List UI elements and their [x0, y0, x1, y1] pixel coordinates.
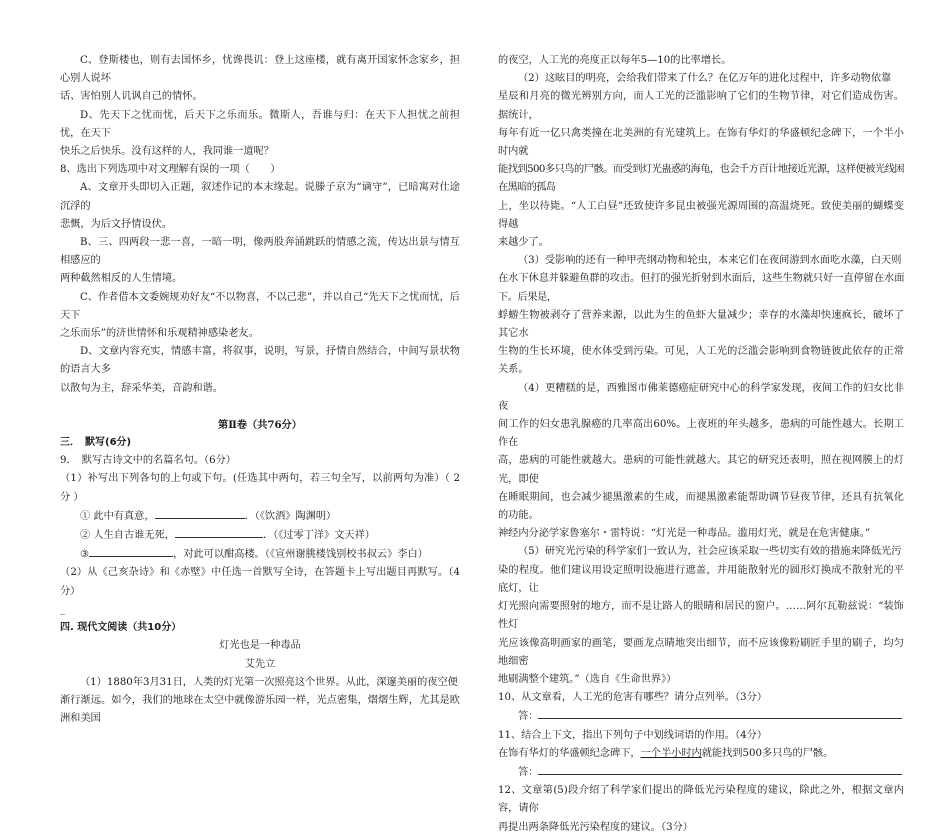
- q9-1-item-b: [60, 526, 460, 545]
- q9-1-a-text: ① 此中有真意，: [80, 510, 155, 522]
- q9-1-a-source: ．（《饮酒》陶渊明）: [244, 510, 337, 522]
- q8-option-c-line2: 之乐而乐”的济世情怀和乐观精神感染老友。: [60, 328, 259, 340]
- q10: 10、从文章看，人工光的危害有哪些？请分点列举。（3分）: [498, 692, 768, 704]
- para2-line2: 星辰和月亮的微光辨别方向，而人工光的泛滥影响了它们的生物节律，对它们造成伤害。据统计，: [498, 91, 904, 121]
- answer-blank[interactable]: [89, 545, 173, 557]
- para5-line2: 染的程度。他们建议用设定照明设施进行遮盖，并用能散射光的圆形灯换成不散射光的平底灯，让: [498, 564, 904, 594]
- q9-1-b-text: ② 人生自古谁无死，: [80, 530, 175, 542]
- para4-line4: 在睡眠期间，也会减少褪黑激素的生成，而褪黑激素能帮助调节昼夜节律，还具有抗氧化的功能。: [498, 491, 904, 522]
- q12-line2: 再提出两条降低光污染程度的建议。（3分）: [498, 821, 693, 833]
- section4-title: 四. 现代文阅读（共10分）: [60, 622, 182, 634]
- para5-line4: 光应该像高明画家的画笔，要画龙点睛地突出细节，而不应该像粉刷匠手里的刷子，均匀地细密: [498, 637, 904, 667]
- q8-option-b-line1: B、三、四两段一悲一喜，一暗一明，像两股奔涌跳跃的情感之流，传达出景与情互相感应的: [60, 237, 460, 267]
- para2-line6: 来越少了。: [498, 237, 549, 249]
- para4-line5: 神经内分泌学家鲁塞尔・雷特说：“灯光是一种毒品。滥用灯光，就是在危害健康。”: [498, 528, 871, 540]
- para2-line3: 每年有近一亿只禽类撞在北美洲的有光建筑上。在饰有华灯的华盛顿纪念碑下，一个半小时内就: [498, 127, 904, 158]
- q8-option-a-line1: A、文章开头即切入正题，叙述作记的本末缘起。说滕子京为“谪守”，已暗寓对仕途沉浮的: [60, 182, 460, 212]
- para4-line1: （4）更糟糕的是，西雅图市佛莱德癌症研究中心的科学家发现，夜间工作的妇女比非夜: [498, 382, 904, 412]
- q8-stem: 8、选出下列选项中对文理解有误的一项（ ）: [60, 164, 281, 176]
- para3-line3: 蜉蝣生物被剥夺了营养来源，以此为生的鱼虾大量减少；幸存的水藻却快速疯长，破坏了其它水: [498, 309, 904, 340]
- q11-sentence: [498, 745, 904, 763]
- q7-option-d-line1: D、先天下之忧而忧，后天下之乐而乐。微斯人，吾谁与归：在天下人担忧之前担忧，在天下: [60, 109, 460, 139]
- q12-line1: 12、文章第(5)段介绍了科学家们提出的降低光污染程度的建议，除此之外，根据文章内容，请你: [498, 785, 904, 815]
- q7-option-c-line2: 话、害怕别人讥讽自己的情怀。: [60, 91, 203, 103]
- q9-1-c-text: ，对此可以酣高楼。（《宣州谢朓楼饯别校书叔云》李白）: [173, 549, 428, 561]
- q9-1-c-label: ③: [80, 549, 90, 561]
- q9-1-stem: （1）补写出下列各句的上句或下句。(任选其中两句，若三句全写，以前两句为准）（ 2分 ）: [60, 473, 460, 503]
- q9-1-item-a: [60, 507, 460, 526]
- section3-title: 三． 默写(6分): [60, 437, 132, 449]
- answer-blank[interactable]: [538, 707, 902, 719]
- q11-underlined-phrase: 一个半小时内: [640, 747, 702, 759]
- para3-line2: 在水下休息并躲避鱼群的攻击。但打的强光折射到水面后，这些生物就只好一直停留在水面下。后果是，: [498, 273, 904, 303]
- q10-answer-line: [498, 707, 904, 726]
- q11-sentence-post: 就能找到500多只鸟的尸骸。: [701, 747, 834, 759]
- para4-line2: 间工作的妇女患乳腺癌的几率高出60%。上夜班的年头越多，患病的可能性越大。长期工作在: [498, 419, 904, 449]
- para2-line5: 上，坐以待毙。“人工白昼”还致使许多昆虫被强光源周围的高温烧死。致使美丽的蝴蝶变得越: [498, 200, 904, 230]
- q8-option-b-line2: 两种截然相反的人生情境。: [60, 273, 183, 285]
- para2-line1: （2）这眩目的明亮，会给我们带来了什么？在亿万年的进化过程中，许多动物依靠: [518, 73, 892, 85]
- article-author: 艾先立: [244, 658, 276, 670]
- para2-line4: 能找到500多只鸟的尸骸。而受到灯光蛊惑的海龟，也会千方百计地接近光源，这样便被光线困在黑暗的孤岛: [498, 164, 904, 194]
- answer-blank[interactable]: [175, 526, 263, 538]
- answer-blank[interactable]: [538, 763, 902, 775]
- q8-option-d-line1: D、文章内容充实，情感丰富，将叙事，说明，写景，抒情自然结合，中间写景状物的语言大多: [60, 346, 460, 376]
- left-column: [60, 52, 460, 728]
- q7-option-d-line2: 快乐之后快乐。没有这样的人，我同谁一道呢？: [60, 146, 274, 158]
- para3-line1: （3）受影响的还有一种甲壳纲动物和轮虫，本来它们在夜间游到水面吃水藻，白天则: [518, 255, 902, 267]
- q9-1-b-source: ．（《过零丁洋》文天祥）: [262, 530, 375, 542]
- q11: 11、结合上下文，指出下列句子中划线词语的作用。（4分）: [498, 729, 768, 741]
- q7-option-c-line1: C、登斯楼也，则有去国怀乡，忧谗畏讥：登上这座楼，就有离开国家怀念家乡，担心别人说坏: [60, 55, 460, 85]
- right-column: [498, 52, 904, 837]
- para3-line4: 生物的生长环境，使水体受到污染。可见，人工光的泛滥会影响到食物链彼此依存的正常关系。: [498, 346, 904, 376]
- para1-line1: （1）1880年3月31日，人类的灯光第一次照亮这个世界。从此，深邃美丽的夜空便: [80, 676, 458, 688]
- answer-label: 答：: [518, 766, 539, 778]
- para1-line3: 的夜空，人工光的亮度正以每年5—10的比率增长。: [498, 55, 732, 66]
- para4-line3: 高，患病的可能性就越大。患病的可能性就越大。其它的研究还表明，照在视网膜上的灯光，即使: [498, 455, 904, 485]
- article-title: 灯光也是一种毒品: [219, 640, 301, 652]
- q8-option-c-line1: C、作者借本文委婉规劝好友“不以物喜，不以己悲”，并以自己“先天下之忧而忧，后天下: [60, 291, 460, 321]
- q9-1-item-c: [60, 545, 460, 564]
- para5-line3: 灯光照向需要照射的地方，而不是让路人的眼睛和居民的窗户。……阿尔瓦勒兹说：“装饰性灯: [498, 601, 904, 631]
- q8-option-d-line2: 以散句为主，辞采华美，音韵和谐。: [60, 382, 223, 394]
- q9-2: （2）从《己亥杂诗》和《赤壁》中任选一首默写全诗，在答题卡上写出题目再默写。（4分）: [60, 567, 460, 597]
- para1-line2: 渐行渐远。如今，我们的地球在太空中就像游乐园一样，光点密集，熠熠生辉，尤其是欧洲和美国: [60, 694, 460, 725]
- answer-label: 答：: [518, 711, 539, 723]
- para5-line1: （5）研究光污染的科学家们一致认为，社会应该采取一些切实有效的措施来降低光污: [518, 546, 902, 558]
- part2-title: 第Ⅱ卷（共76分）: [218, 418, 302, 431]
- para5-line5: 地刷满整个建筑。”（选自《生命世界》）: [498, 673, 677, 685]
- dash-mark: _: [60, 603, 66, 615]
- q11-sentence-pre: 在饰有华灯的华盛顿纪念碑下，: [498, 747, 641, 759]
- q8-option-a-line2: 悲慨，为后文抒情设伏。: [60, 218, 173, 230]
- q11-answer-line: [498, 763, 904, 782]
- q9-stem: 9． 默写古诗文中的名篇名句。（6分）: [60, 455, 236, 467]
- answer-blank[interactable]: [155, 507, 245, 519]
